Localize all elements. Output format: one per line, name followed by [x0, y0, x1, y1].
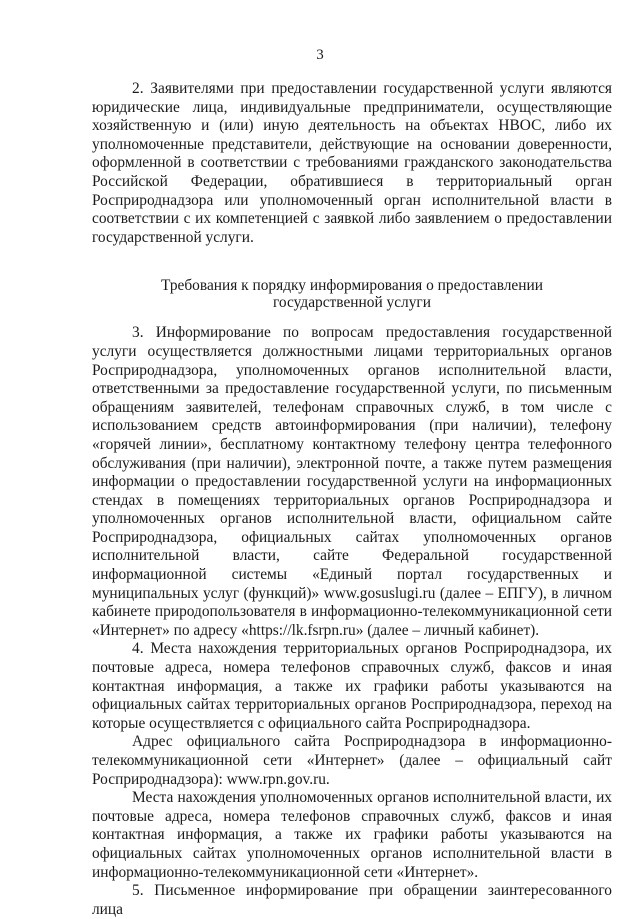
section-heading-line-2: государственной услуги — [273, 294, 431, 312]
paragraph-official-site-address: Адрес официального сайта Росприроднадзора в информационно-телекоммуникационной сети «Интернет» (далее – официальный сайт Росприроднадзора): www.rpn.gov.ru. — [92, 733, 612, 788]
paragraph-authorized-bodies-locations: Места нахождения уполномоченных органов исполнительной власти, их почтовые адреса, номера телефонов справочных служб, факсов и иная контактная информация, а также их графики работы указываются на официальных сайтах уполномоченных органов исполнительной власти в информационно-телекоммуникационной сети «Интернет». — [92, 789, 612, 881]
section-heading-line-1: Требования к порядку информирования о предоставлении — [161, 277, 543, 295]
paragraph-3-informing: 3. Информирование по вопросам предоставления государственной услуги осуществляется должностными лицами территориальных органов Росприроднадзора, уполномоченных органов исполнительной власти, ответственными за предоставление государственной услуги, по письменным обращениям заявителей, телефонам справочных служб, в том числе с использованием средств автоинформирования (при наличии), телефону «горячей линии», бесплатному контактному телефону центра телефонного обслуживания (при наличии), электронной почте, а также путем размещения информации о предоставлении государственной услуги на информационных стендах в помещениях территориальных органов Росприроднадзора и уполномоченных органов исполнительной власти, официальном сайте Росприроднадзора, официальных сайтах уполномоченных органов исполнительной власти, сайте Федеральной государственной информационной системы «Единый портал государственных и муниципальных услуг (функций)» www.gosuslugi.ru (далее – ЕПГУ), в личном кабинете природопользователя в информационно-телекоммуникационной сети «Интернет» по адресу «https://lk.fsrpn.ru» (далее – личный кабинет). — [92, 324, 612, 639]
paragraph-4-locations: 4. Места нахождения территориальных органов Росприроднадзора, их почтовые адреса, номера телефонов справочных служб, факсов и иная контактная информация, а также их графики работы указываются на официальных сайтах территориальных органов Росприроднадзора, переход на которые осуществляется с официального сайта Росприроднадзора. — [92, 640, 612, 732]
paragraph-5-written-informing: 5. Письменное информирование при обращении заинтересованного лица — [92, 882, 612, 918]
paragraph-2-applicants: 2. Заявителями при предоставлении государственной услуги являются юридические лица, индивидуальные предприниматели, осуществляющие хозяйственную и (или) иную деятельность на объектах НВОС, либо их уполномоченные представители, действующие на основании доверенности, оформленной в соответствии с требованиями гражданского законодательства Российской Федерации, обратившиеся в территориальный орган Росприроднадзора или уполномоченный орган исполнительной власти в соответствии с их компетенцией с заявкой либо заявлением о предоставлении государственной услуги. — [92, 80, 612, 246]
document-body — [92, 80, 612, 919]
section-heading — [92, 277, 612, 311]
page-number: 3 — [316, 47, 324, 63]
